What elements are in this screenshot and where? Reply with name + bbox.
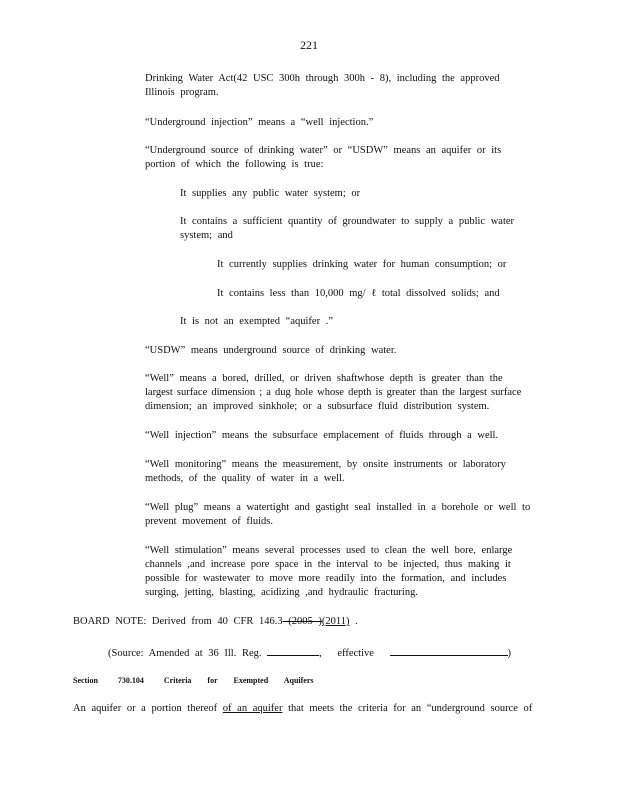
well-definition-line-2: largest surface dimension ; a dug hole whose depth is greater than the largest surface xyxy=(145,387,522,398)
act-line-1: Drinking Water Act(42 USC 300h through 300h - 8), including the approved xyxy=(145,73,500,84)
item-tds: It contains less than 10,000 mg/ ℓ total dissolved solids; and xyxy=(217,288,500,299)
source-effective: effective xyxy=(337,648,374,659)
section-heading xyxy=(73,676,314,685)
well-definition-line-1: “Well” means a bored, drilled, or driven shaftwhose depth is greater than the xyxy=(145,373,503,384)
well-definition-line-3: dimension; an improved sinkhole; or a subsurface fluid distribution system. xyxy=(145,401,490,412)
aquifer-underlined-insert: of an aquifer xyxy=(222,703,283,714)
usdw-definition-line-1: “Underground source of drinking water” or “USDW” means an aquifer or its xyxy=(145,145,502,156)
board-note-struck-year: (2005 ) xyxy=(282,616,322,627)
well-plug-line-2: prevent movement of fluids. xyxy=(145,516,273,527)
aquifer-text-start: An aquifer or a portion thereof xyxy=(73,703,218,714)
well-stimulation-line-1: “Well stimulation” means several processes used to clean the well bore, enlarge xyxy=(145,545,513,556)
board-note-suffix: . xyxy=(349,616,358,627)
well-monitoring-line-2: methods, of the quality of water in a well. xyxy=(145,473,345,484)
well-stimulation-line-3: possible for wastewater to move more readily into the formation, and includes xyxy=(145,573,507,584)
section-label: Section xyxy=(73,676,98,685)
source-close: ) xyxy=(507,648,512,659)
section-number: 730.104 xyxy=(117,676,144,685)
underground-injection-definition: “Underground injection” means a “well injection.” xyxy=(145,117,374,128)
board-note xyxy=(73,616,358,627)
well-stimulation-line-2: channels ,and increase pore space in the interval to be injected, thus making it xyxy=(145,559,511,570)
well-plug-line-1: “Well plug” means a watertight and gastight seal installed in a borehole or well to xyxy=(145,502,531,513)
item-quantity-line-2: system; and xyxy=(180,230,233,241)
board-note-text: BOARD NOTE: Derived from 40 CFR 146.3 xyxy=(73,616,283,627)
usdw-short-definition: “USDW” means underground source of drinking water. xyxy=(145,345,397,356)
well-stimulation-line-4: surging, jetting, blasting, acidizing ,and hydraulic fracturing. xyxy=(145,587,418,598)
source-comma: , xyxy=(319,648,322,659)
item-public-water: It supplies any public water system; or xyxy=(180,188,361,199)
aquifer-text-end: that meets the criteria for an “underground source of xyxy=(288,703,533,714)
source-prefix: (Source: Amended at 36 Ill. Reg. xyxy=(108,648,262,659)
item-not-exempted: It is not an exempted “aquifer .” xyxy=(180,316,333,327)
well-injection-definition: “Well injection” means the subsurface emplacement of fluids through a well. xyxy=(145,430,499,441)
register-page-blank xyxy=(267,645,319,656)
source-note xyxy=(108,645,511,659)
effective-date-blank xyxy=(390,645,508,656)
item-current-supply: It currently supplies drinking water for human consumption; or xyxy=(217,259,507,270)
usdw-definition-line-2: portion of which the following is true: xyxy=(145,159,324,170)
well-monitoring-line-1: “Well monitoring” means the measurement, by onsite instruments or laboratory xyxy=(145,459,506,470)
section-title: Criteria for Exempted Aquifers xyxy=(163,676,314,685)
page-number: 221 xyxy=(300,38,318,52)
item-quantity-line-1: It contains a sufficient quantity of groundwater to supply a public water xyxy=(180,216,515,227)
board-note-inserted-year: (2011) xyxy=(321,616,350,627)
aquifer-paragraph-line xyxy=(73,703,532,714)
act-line-2: Illinois program. xyxy=(145,87,219,98)
